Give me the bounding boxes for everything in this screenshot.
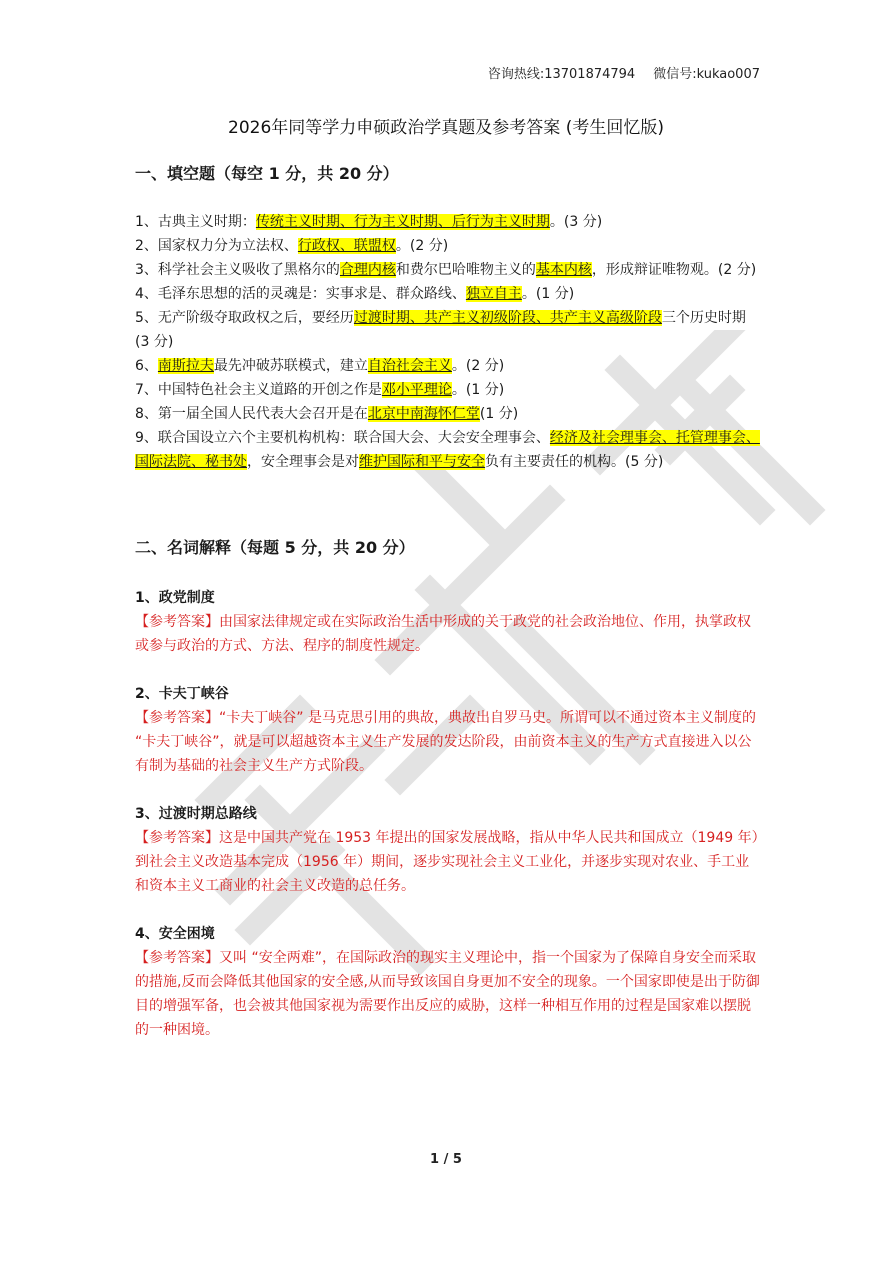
answer-tag: 【参考答案】 (135, 830, 219, 846)
term-answer (135, 610, 763, 658)
term-answer (135, 706, 763, 778)
question-text: 和费尔巴哈唯物主义的 (395, 262, 536, 278)
hotline-text: 咨询热线:13701874794 (487, 67, 636, 82)
question-text: 7、中国特色社会主义道路的开创之作是 (135, 382, 382, 398)
answer-tag: 【参考答案】 (135, 950, 219, 966)
document-body (135, 160, 763, 1042)
question-9 (135, 426, 763, 474)
question-6 (135, 354, 763, 378)
answer-text: “卡夫丁峡谷” 是马克思引用的典故，典故出自罗马史。所谓可以不通过资本主义制度的 “卡夫丁峡谷”，就是可以超越资本主义生产发展的发达阶段，由前资本主义的生产方式直接进入以公有制为基础的社会主义生产方式阶段。 (135, 710, 756, 774)
fill-blank-list (135, 210, 763, 474)
question-text: 最先冲破苏联模式，建立 (213, 358, 368, 374)
answer-highlight: 北京中南海怀仁堂 (367, 406, 480, 422)
question-4 (135, 282, 763, 306)
term-answer (135, 826, 763, 898)
question-text: 9、联合国设立六个主要机构机构：联合国大会、大会安全理事会、 (135, 430, 550, 446)
question-3 (135, 258, 763, 282)
question-text: ，形成辩证唯物观。(2 分) (591, 262, 757, 278)
document-title: 2026年同等学力申硕政治学真题及参考答案 (考生回忆版) (228, 118, 664, 138)
wechat-text: 微信号:kukao007 (653, 67, 760, 82)
question-text: 4、毛泽东思想的活的灵魂是：实事求是、群众路线、 (135, 286, 466, 302)
question-1 (135, 210, 763, 234)
question-text: (1 分) (479, 406, 519, 422)
term-3 (135, 802, 763, 898)
term-answer (135, 946, 763, 1042)
answer-text: 这是中国共产党在 1953 年提出的国家发展战略，指从中华人民共和国成立（1949 年）到社会主义改造基本完成（1956 年）期间，逐步实现社会主义工业化，并逐步实现对农业、手工业和资本主义工商业的社会主义改造的总任务。 (135, 830, 759, 894)
answer-text: 由国家法律规定或在实际政治生活中形成的关于政党的社会政治地位、作用，执掌政权或参与政治的方式、方法、程序的制度性规定。 (135, 614, 751, 654)
question-text: 。(2 分) (395, 238, 449, 254)
answer-highlight: 维护国际和平与安全 (359, 454, 485, 470)
question-text: 3、科学社会主义吸收了黑格尔的 (135, 262, 340, 278)
question-text: 2、国家权力分为立法权、 (135, 238, 298, 254)
question-text: 8、第一届全国人民代表大会召开是在 (135, 406, 368, 422)
term-title: 4、安全困境 (135, 926, 215, 942)
answer-tag: 【参考答案】 (135, 614, 219, 630)
question-text: 。(3 分) (549, 214, 603, 230)
question-text: 。(1 分) (521, 286, 575, 302)
section-1-heading: 一、填空题（每空 1 分，共 20 分） (135, 164, 399, 183)
term-4 (135, 922, 763, 1042)
question-text: 负有主要责任的机构。(5 分) (485, 454, 664, 470)
answer-text: 又叫 “安全两难”，在国际政治的现实主义理论中，指一个国家为了保障自身安全而采取的措施,反而会降低其他国家的安全感,从而导致该国自身更加不安全的现象。一个国家即使是出于防御目的增强军备，也会被其他国家视为需要作出反应的威胁，这样一种相互作用的过程是国家难以摆脱的一种困境。 (135, 950, 760, 1038)
answer-highlight: 基本内核 (535, 262, 592, 278)
answer-highlight: 合理内核 (339, 262, 396, 278)
question-2 (135, 234, 763, 258)
question-text: 1、古典主义时期： (135, 214, 256, 230)
answer-highlight: 独立自主 (465, 286, 522, 302)
term-1 (135, 586, 763, 658)
section-2-heading: 二、名词解释（每题 5 分，共 20 分） (135, 538, 415, 557)
term-2 (135, 682, 763, 778)
answer-highlight: 过渡时期、共产主义初级阶段、共产主义高级阶段 (353, 310, 662, 326)
answer-highlight: 经济及社会理事会、托管理事会、国际法院、秘书处 (135, 430, 760, 470)
question-text: 。(1 分) (451, 382, 505, 398)
question-7 (135, 378, 763, 402)
answer-tag: 【参考答案】 (135, 710, 219, 726)
question-text: 6、 (135, 358, 158, 374)
term-title: 3、过渡时期总路线 (135, 806, 257, 822)
question-5 (135, 306, 763, 354)
answer-highlight: 行政权、联盟权 (297, 238, 396, 254)
answer-highlight: 南斯拉夫 (157, 358, 214, 374)
question-text: 5、无产阶级夺取政权之后，要经历 (135, 310, 354, 326)
page-header (488, 63, 760, 82)
question-8 (135, 402, 763, 426)
question-text: ，安全理事会是对 (247, 454, 359, 470)
answer-highlight: 自治社会主义 (367, 358, 452, 374)
term-title: 2、卡夫丁峡谷 (135, 686, 229, 702)
question-text: 。(2 分) (451, 358, 505, 374)
term-title: 1、政党制度 (135, 590, 215, 606)
answer-highlight: 传统主义时期、行为主义时期、后行为主义时期 (255, 214, 550, 230)
page-number: 1 / 5 (430, 1152, 462, 1167)
answer-highlight: 邓小平理论 (381, 382, 452, 398)
question-text: 三个历史时期 (3 分) (135, 310, 746, 350)
